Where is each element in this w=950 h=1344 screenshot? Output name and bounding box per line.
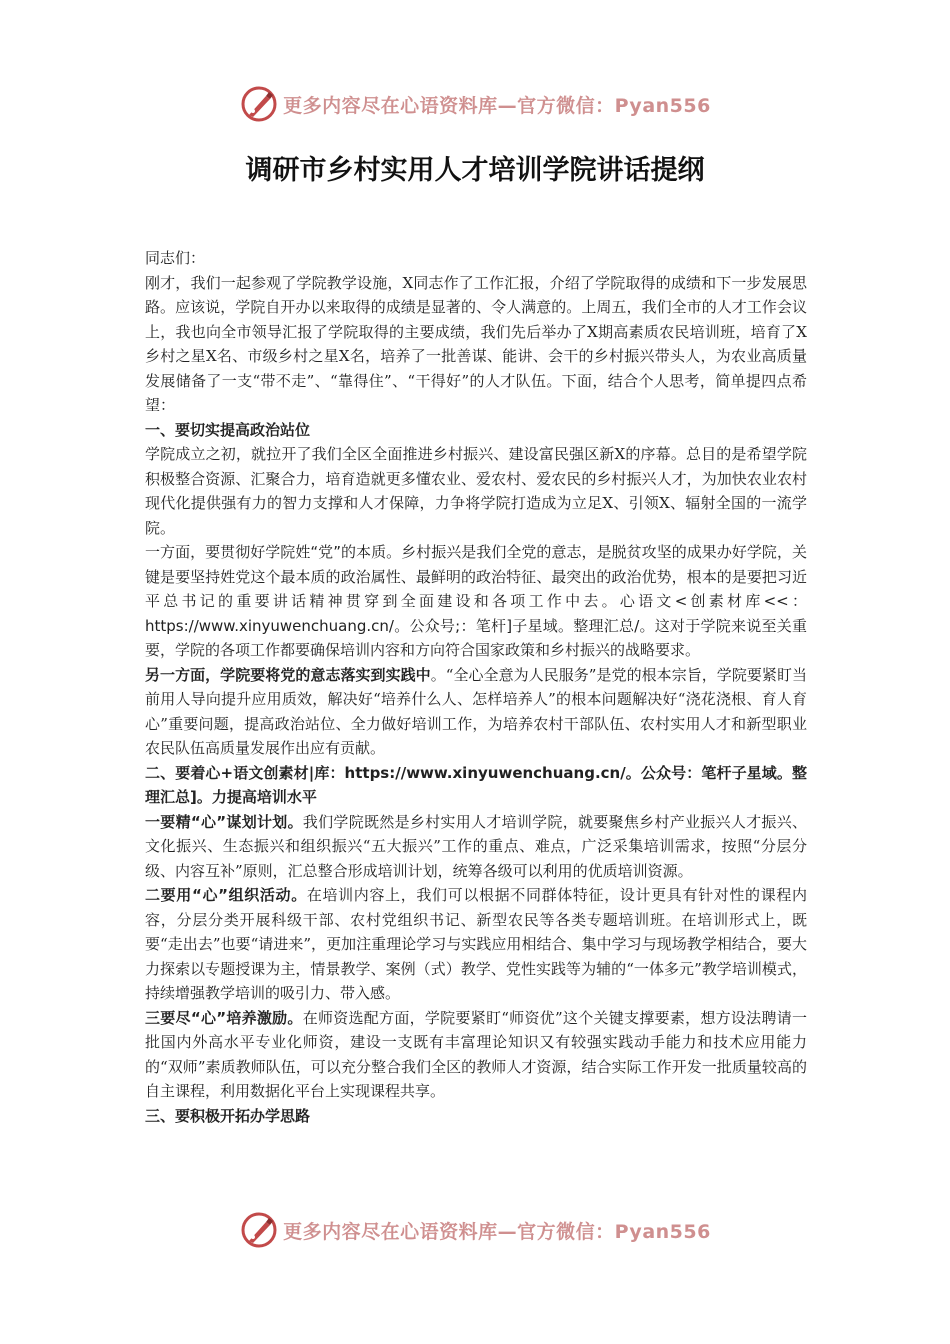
banner-text: 更多内容尽在心语资料库—官方微信：Pyan556 xyxy=(283,1220,711,1243)
paragraph-3-lead: 另一方面，学院要将党的意志落实到实践中 xyxy=(145,665,431,684)
paragraph-3-rest: 。“全心全意为人民服务”是党的根本宗旨，学院要紧盯当前用人导向提升应用质效，解决好“培养什么人、怎样培养人”的根本问题解决好“浇花浇根、育人育心”重要问题，提高政治站位、全力做好培训工作，为培养农村干部队伍、农村实用人才和新型职业农民队伍高质量发展作出应有贡献。 xyxy=(145,665,807,757)
header-watermark-banner xyxy=(0,82,950,126)
salutation: 同志们： xyxy=(145,249,206,267)
section-3-heading: 三、要积极开拓办学思路 xyxy=(145,1106,311,1125)
item-3-lead: 三要尽“心”培养激励。 xyxy=(145,1008,303,1027)
section-2-item-1 xyxy=(145,810,807,884)
pen-logo-icon xyxy=(239,1210,279,1250)
item-2-lead: 二要用“心”组织活动。 xyxy=(145,886,307,904)
item-2-rest: 在培训内容上，我们可以根据不同群体特征，设计更具有针对性的课程内容，分层分类开展科级干部、农村党组织书记、新型农民等各类专题培训班。在培训形式上，既要“走出去”也要“请进来”，更加注重理论学习与实践应用相结合、集中学习与现场教学相结合，要大力探索以专题授课为主，情景教学、案例（式）教学、党性实践等为辅的“一体多元”教学培训模式，持续增强教学培训的吸引力、带入感。 xyxy=(145,886,807,1002)
item-1-lead: 一要精“心”谋划计划。 xyxy=(145,812,303,831)
document-title: 调研市乡村实用人才培训学院讲话提纲 xyxy=(245,155,705,186)
item-3-rest: 在师资选配方面，学院要紧盯“师资优”这个关键支撑要素，想方设法聘请一批国内外高水平专业化师资，建设一支既有丰富理论知识又有较强实践动手能力和技术应用能力的“双师”素质教师队伍，可以充分整合我们全区的教师人才资源，结合实际工作开发一批质量较高的自主课程，利用数据化平台上实现课程共享。 xyxy=(145,1008,807,1100)
section-1-heading: 一、要切实提高政治站位 xyxy=(145,420,311,439)
item-1-rest: 我们学院既然是乡村实用人才培训学院，就要聚焦乡村产业振兴人才振兴、文化振兴、生态振兴和组织振兴“五大振兴”工作的重点、难点，广泛采集培训需求，按照“分层分级、内容互补”原则，汇总整合形成培训计划，统筹各级可以利用的优质培训资源。 xyxy=(145,812,807,880)
pen-logo-icon xyxy=(239,84,279,124)
intro-paragraph: 刚才，我们一起参观了学院教学设施，X同志作了工作汇报，介绍了学院取得的成绩和下一步发展思路。应该说，学院自开办以来取得的成绩是显著的、令人满意的。上周五，我们全市的人才工作会议上，我也向全市领导汇报了学院取得的主要成绩，我们先后举办了X期高素质农民培训班，培育了X乡村之星X名、市级乡村之星X名，培养了一批善谋、能讲、会干的乡村振兴带头人，为农业高质量发展储备了一支“带不走”、“靠得住”、“干得好”的人才队伍。下面，结合个人思考，简单提四点希望： xyxy=(145,273,807,414)
section-2-heading: 二、要着心+语文创素材|库：https://www.xinyuwenchuang.cn/。公众号：笔杆子星域。整理汇总]。力提高培训水平 xyxy=(145,763,807,806)
footer-watermark-banner xyxy=(0,1208,950,1252)
section-1-paragraph-1: 学院成立之初，就拉开了我们全区全面推进乡村振兴、建设富民强区新X的序幕。总目的是希望学院积极整合资源、汇聚合力，培育造就更多懂农业、爱农村、爱农民的乡村振兴人才，为加快农业农村现代化提供强有力的智力支撑和人才保障，力争将学院打造成为立足X、引领X、辐射全国的一流学院。 xyxy=(145,445,807,537)
document-body xyxy=(145,246,807,1128)
banner-text: 更多内容尽在心语资料库—官方微信：Pyan556 xyxy=(283,94,711,117)
section-2-item-2 xyxy=(145,883,807,1006)
section-1-paragraph-2: 一方面，要贯彻好学院姓“党”的本质。乡村振兴是我们全党的意志，是脱贫攻坚的成果办好学院，关键是要坚持姓党这个最本质的政治属性、最鲜明的政治特征、最突出的政治优势，根本的是要把习近平总书记的重要讲话精神贯穿到全面建设和各项工作中去。心语文<创素材库<<：https://www.xinyuwenchuang.cn/。公众号;：笔杆]子星域。整理汇总/。这对于学院来说至关重要，学院的各项工作都要确保培训内容和方向符合国家政策和乡村振兴的战略要求。 xyxy=(145,543,807,659)
section-2-item-3 xyxy=(145,1006,807,1104)
section-1-paragraph-3 xyxy=(145,663,807,761)
